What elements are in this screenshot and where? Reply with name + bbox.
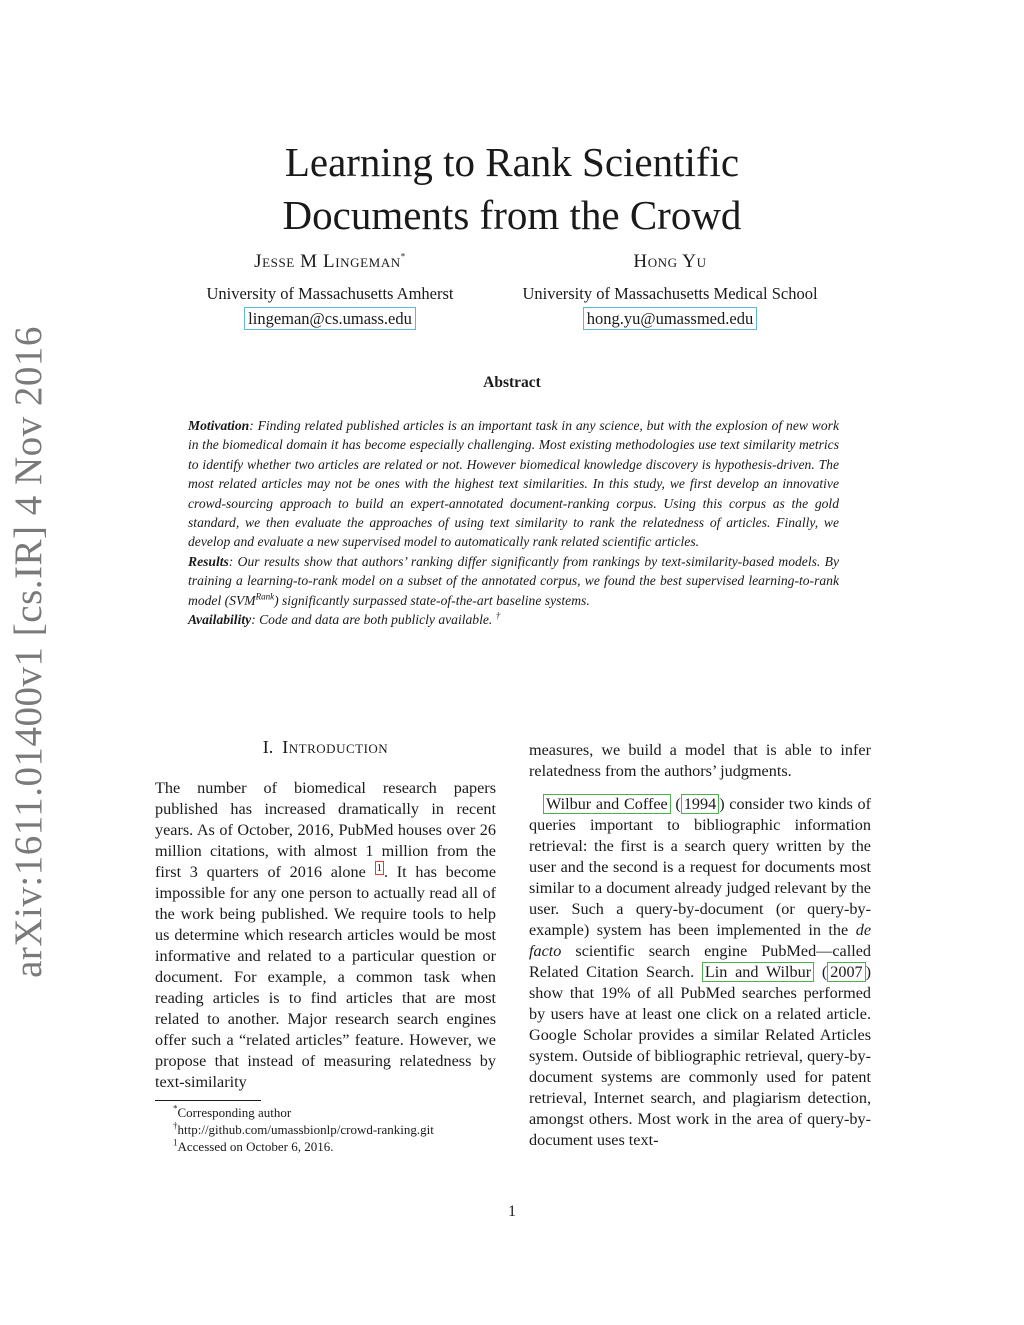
author-name: Hong Yu — [633, 251, 707, 272]
citation-year-link[interactable]: 1994 — [681, 794, 719, 814]
author-affiliation: University of Massachusetts Amherst — [206, 284, 454, 303]
arxiv-identifier-stamp: arXiv:1611.01400v1 [cs.IR] 4 Nov 2016 — [7, 326, 50, 978]
author-affiliation: University of Massachusetts Medical School — [522, 284, 818, 303]
footnotes — [155, 1104, 445, 1155]
footnote-url-link[interactable]: http://github.com/umassbionlp/crowd-ranking.git — [177, 1122, 434, 1137]
citation-link-lin-wilbur[interactable]: Lin and Wilbur — [702, 962, 814, 982]
continued-paragraph: measures, we build a model that is able to infer relatedness from the authors’ judgments. — [529, 741, 871, 780]
footnote: *Corresponding author — [173, 1103, 292, 1120]
results-label: Results — [188, 553, 229, 569]
author-name: Jesse M Lingeman* — [254, 251, 406, 272]
footnote-link[interactable]: 1 — [376, 861, 383, 874]
footnote-divider — [155, 1100, 261, 1101]
section-heading: I. Introduction — [262, 737, 389, 757]
abstract-motivation: Motivation: Finding related published articles is an important task in any science, but with the explosion of new work in the biomedical domain it has become especially challenging. Most existing methodologies use text similarity metrics to identify whether two articles are related or not. However biomedical knowledge discovery is hypothesis-driven. The most related articles may not be ones with the highest text similarities. In this study, we first develop an innovative crowd-sourcing approach to build an expert-annotated document-ranking corpus. Using this corpus as the gold standard, we then evaluate the approaches of using text similarity to rank the relatedness of articles. Finally, we develop and evaluate a new supervised model to automatically rank related scientific articles. — [188, 418, 839, 550]
author-email-link[interactable]: hong.yu@umassmed.edu — [583, 307, 757, 330]
abstract-body — [188, 416, 839, 629]
citation-link-wilbur-coffee[interactable]: Wilbur and Coffee — [543, 794, 671, 814]
related-work-paragraph: Wilbur and Coffee ( 1994 ) consider two kinds of queries important to bibliographic information retrieval: the first is a search query written by the user and the second is a request for documents most similar to a document already judged relevant by the user. Such a query-by-document (or query-by-example) system has been implemented in the de facto scientific search engine PubMed—called Related Citation Search. Lin and Wilbur ( 2007 ) show that 19% of all PubMed searches performed by users have at least one click on a related article. Google Scholar provides a similar Related Articles system. Outside of bibliographic retrieval, query-by-document systems are commonly used for patent retrieval, Internet search, and plagiarism detection, amongst others. Most work in the area of query-by-document uses text- — [529, 795, 872, 1149]
citation-year-link[interactable]: 2007 — [827, 962, 865, 982]
availability-label: Availability — [188, 612, 252, 628]
author-email-link[interactable]: lingeman@cs.umass.edu — [244, 307, 416, 330]
abstract-results: Results: Our results show that authors’ ranking differ significantly from rankings by text-similarity-based models. By training a learning-to-rank model on a subset of the annotated corpus, we found the best supervised learning-to-rank model $(SVM^{Rank})$ significantly surpassed state-of-the-art baseline systems. — [188, 553, 839, 608]
author-block-1 — [180, 251, 480, 330]
abstract-heading: Abstract — [483, 374, 541, 391]
paper-title — [0, 136, 1024, 242]
title-line-1: Learning to Rank Scientific — [284, 139, 740, 185]
right-column-text — [529, 740, 871, 1151]
motivation-label: Motivation — [188, 418, 250, 433]
intro-paragraph: The number of biomedical research papers published has increased dramatically in recent years. As of October, 2016, PubMed houses over 26 million citations, with almost 1 million from the first 3 quarters of 2016 alone $^1$ . It has become impossible for any one person to actually read all of the work being published. We require tools to help us determine which research articles would be most informative and related to a particular question or document. For example, a common task when reading articles is to find articles that are most related to another. Major research search engines offer such a “related articles” feature. However, we propose that instead of measuring relatedness by text-similarity — [155, 779, 497, 1091]
title-line-2: Documents from the Crowd — [282, 192, 742, 238]
page-number: 1 — [508, 1203, 516, 1220]
footnote: $^1$Accessed on October 6, 2016. — [173, 1137, 334, 1154]
author-block-2 — [500, 251, 840, 330]
footnote: †http://github.com/umassbionlp/crowd-ranking.git — [173, 1120, 434, 1137]
abstract-availability: Availability: Code and data are both publicly available. † — [188, 610, 501, 628]
left-column-text — [155, 778, 496, 1093]
